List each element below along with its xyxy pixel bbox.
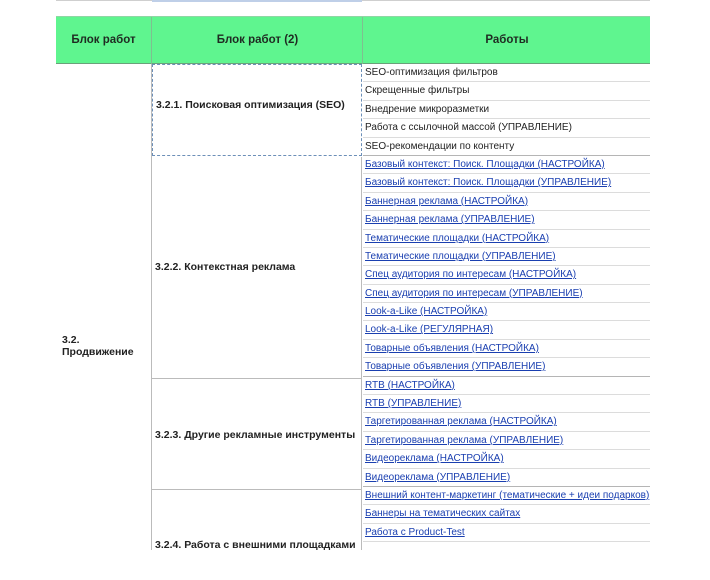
subblock-cell-other-ads[interactable] bbox=[152, 379, 362, 489]
work-link[interactable]: Таргетированная реклама (НАСТРОЙКА) bbox=[363, 413, 650, 431]
subblock-label: 3.2.1. Поисковая оптимизация (SEO) bbox=[156, 99, 345, 111]
work-link[interactable]: Тематические площадки (УПРАВЛЕНИЕ) bbox=[363, 248, 650, 266]
top-edge-segment bbox=[56, 0, 152, 1]
table-header bbox=[56, 16, 650, 64]
top-edge-selected-segment bbox=[152, 0, 362, 2]
work-link[interactable]: Работа с Product-Test bbox=[363, 524, 650, 542]
top-edge bbox=[56, 0, 650, 4]
work-link[interactable]: Товарные объявления (УПРАВЛЕНИЕ) bbox=[363, 358, 650, 376]
work-link[interactable]: Видеореклама (УПРАВЛЕНИЕ) bbox=[363, 469, 650, 487]
work-item: Скрещенные фильтры bbox=[363, 82, 650, 100]
work-item: SEO-рекомендации по контенту bbox=[363, 138, 650, 156]
work-link[interactable]: Look-a-Like (НАСТРОЙКА) bbox=[363, 303, 650, 321]
work-link[interactable]: Look-a-Like (РЕГУЛЯРНАЯ) bbox=[363, 321, 650, 339]
work-item: Внедрение микроразметки bbox=[363, 101, 650, 119]
header-block-2[interactable]: Блок работ (2) bbox=[151, 17, 363, 64]
work-link[interactable]: Тематические площадки (НАСТРОЙКА) bbox=[363, 230, 650, 248]
work-item: SEO-оптимизация фильтров bbox=[363, 64, 650, 82]
subblock-cell-context[interactable] bbox=[152, 157, 362, 378]
work-link[interactable]: RTB (УПРАВЛЕНИЕ) bbox=[363, 395, 650, 413]
work-link[interactable]: Спец аудитория по интересам (НАСТРОЙКА) bbox=[363, 266, 650, 284]
work-link[interactable]: Спец аудитория по интересам (УПРАВЛЕНИЕ) bbox=[363, 285, 650, 303]
top-edge-segment bbox=[362, 0, 650, 1]
work-link[interactable]: Базовый контекст: Поиск. Площадки (УПРАВЛЕНИЕ) bbox=[363, 174, 650, 192]
work-link[interactable]: Внешний контент-маркетинг (тематические + идеи подарков) bbox=[363, 487, 650, 505]
work-link[interactable]: Видеореклама (НАСТРОЙКА) bbox=[363, 450, 650, 468]
header-works[interactable]: Работы bbox=[362, 17, 650, 64]
work-link[interactable]: Базовый контекст: Поиск. Площадки (НАСТРОЙКА) bbox=[363, 156, 650, 174]
work-link[interactable]: Баннеры на тематических сайтах bbox=[363, 505, 650, 523]
work-link[interactable]: Товарные объявления (НАСТРОЙКА) bbox=[363, 340, 650, 358]
subblock-label: 3.2.4. Работа с внешними площадками bbox=[155, 539, 356, 550]
work-link[interactable]: Баннерная реклама (УПРАВЛЕНИЕ) bbox=[363, 211, 650, 229]
works-column bbox=[363, 64, 650, 542]
subblock-label: 3.2.3. Другие рекламные инструменты bbox=[155, 429, 356, 441]
block-cell[interactable] bbox=[56, 64, 152, 550]
subblock-label: 3.2.2. Контекстная реклама bbox=[155, 261, 296, 273]
header-block[interactable]: Блок работ bbox=[71, 34, 136, 46]
work-item: Работа с ссылочной массой (УПРАВЛЕНИЕ) bbox=[363, 119, 650, 137]
block-label: 3.2. Продвижение bbox=[62, 334, 134, 358]
subblock-cell-seo[interactable] bbox=[152, 64, 362, 156]
works-table bbox=[56, 16, 650, 550]
work-link[interactable]: RTB (НАСТРОЙКА) bbox=[363, 377, 650, 395]
work-link[interactable]: Баннерная реклама (НАСТРОЙКА) bbox=[363, 193, 650, 211]
subblock-cell-external[interactable] bbox=[152, 490, 362, 550]
work-link[interactable]: Таргетированная реклама (УПРАВЛЕНИЕ) bbox=[363, 432, 650, 450]
